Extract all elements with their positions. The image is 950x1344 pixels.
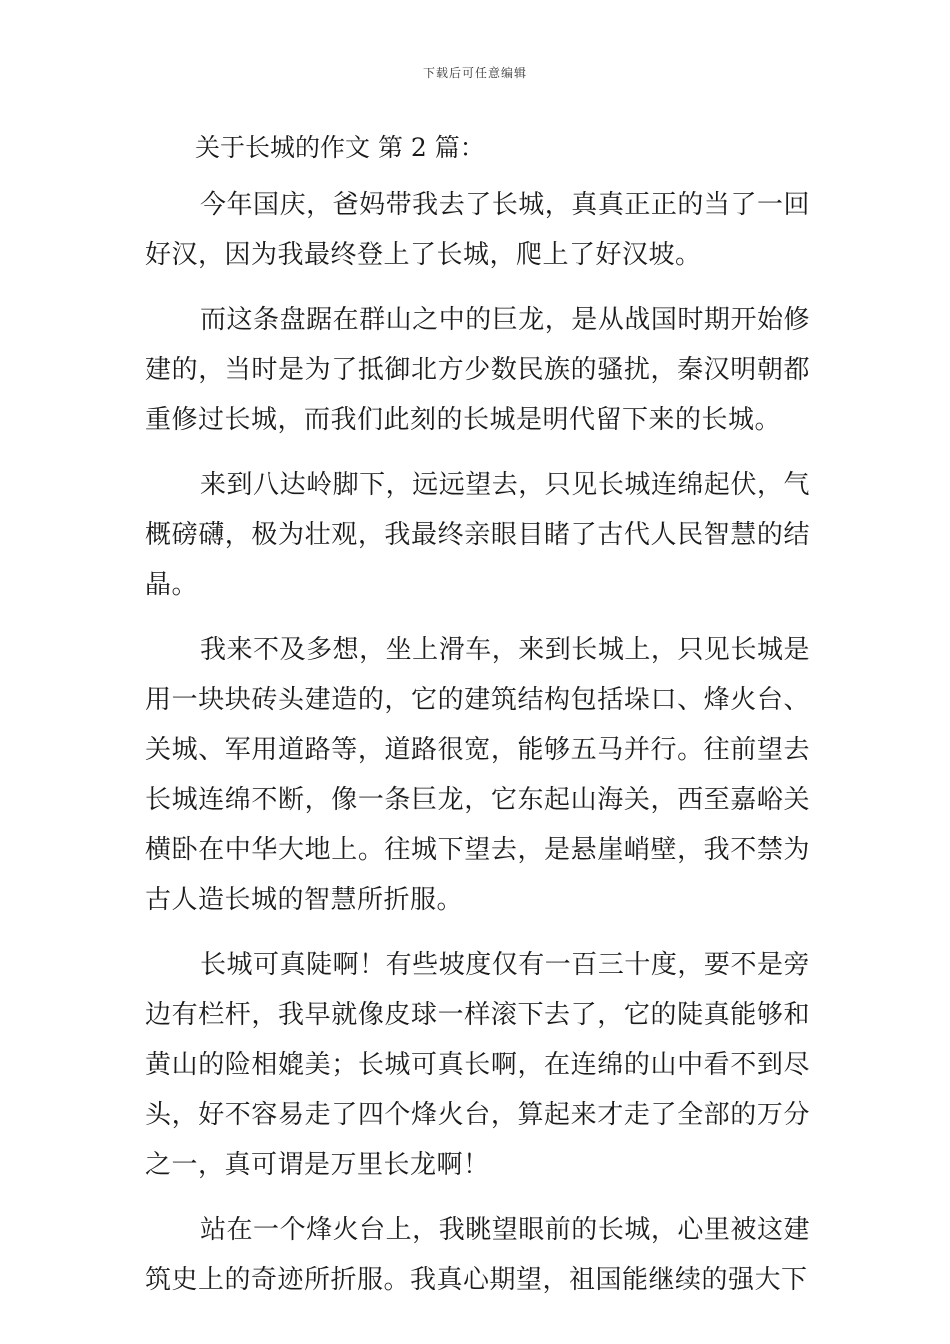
header-note: 下载后可任意编辑	[422, 66, 527, 80]
paragraph: 而这条盘踞在群山之中的巨龙，是从战国时期开始修建的，当时是为了抵御北方少数民族的骚扰，秦汉明朝都重修过长城，而我们此刻的长城是明代留下来的长城。	[145, 305, 810, 435]
paragraph: 今年国庆，爸妈带我去了长城，真真正正的当了一回好汉，因为我最终登上了长城，爬上了好汉坡。	[145, 190, 810, 270]
article-body	[145, 128, 810, 1320]
paragraph: 站在一个烽火台上，我眺望眼前的长城，心里被这建筑史上的奇迹所折服。我真心期望，祖国能继续的强大下	[145, 1215, 810, 1295]
paragraph: 长城可真陡啊！有些坡度仅有一百三十度，要不是旁边有栏杆，我早就像皮球一样滚下去了，它的陡真能够和黄山的险相媲美；长城可真长啊，在连绵的山中看不到尽头，好不容易走了四个烽火台，算起来才走了全部的万分之一，真可谓是万里长龙啊！	[145, 950, 810, 1180]
article-title: 关于长城的作文 第 2 篇：	[195, 133, 485, 162]
paragraph: 我来不及多想，坐上滑车，来到长城上，只见长城是用一块块砖头建造的，它的建筑结构包括垛口、烽火台、关城、军用道路等，道路很宽，能够五马并行。往前望去长城连绵不断，像一条巨龙，它东起山海关，西至嘉峪关横卧在中华大地上。往城下望去，是悬崖峭壁，我不禁为古人造长城的智慧所折服。	[145, 635, 810, 915]
paragraph: 来到八达岭脚下，远远望去，只见长城连绵起伏，气概磅礴，极为壮观，我最终亲眼目睹了古代人民智慧的结晶。	[145, 470, 810, 600]
